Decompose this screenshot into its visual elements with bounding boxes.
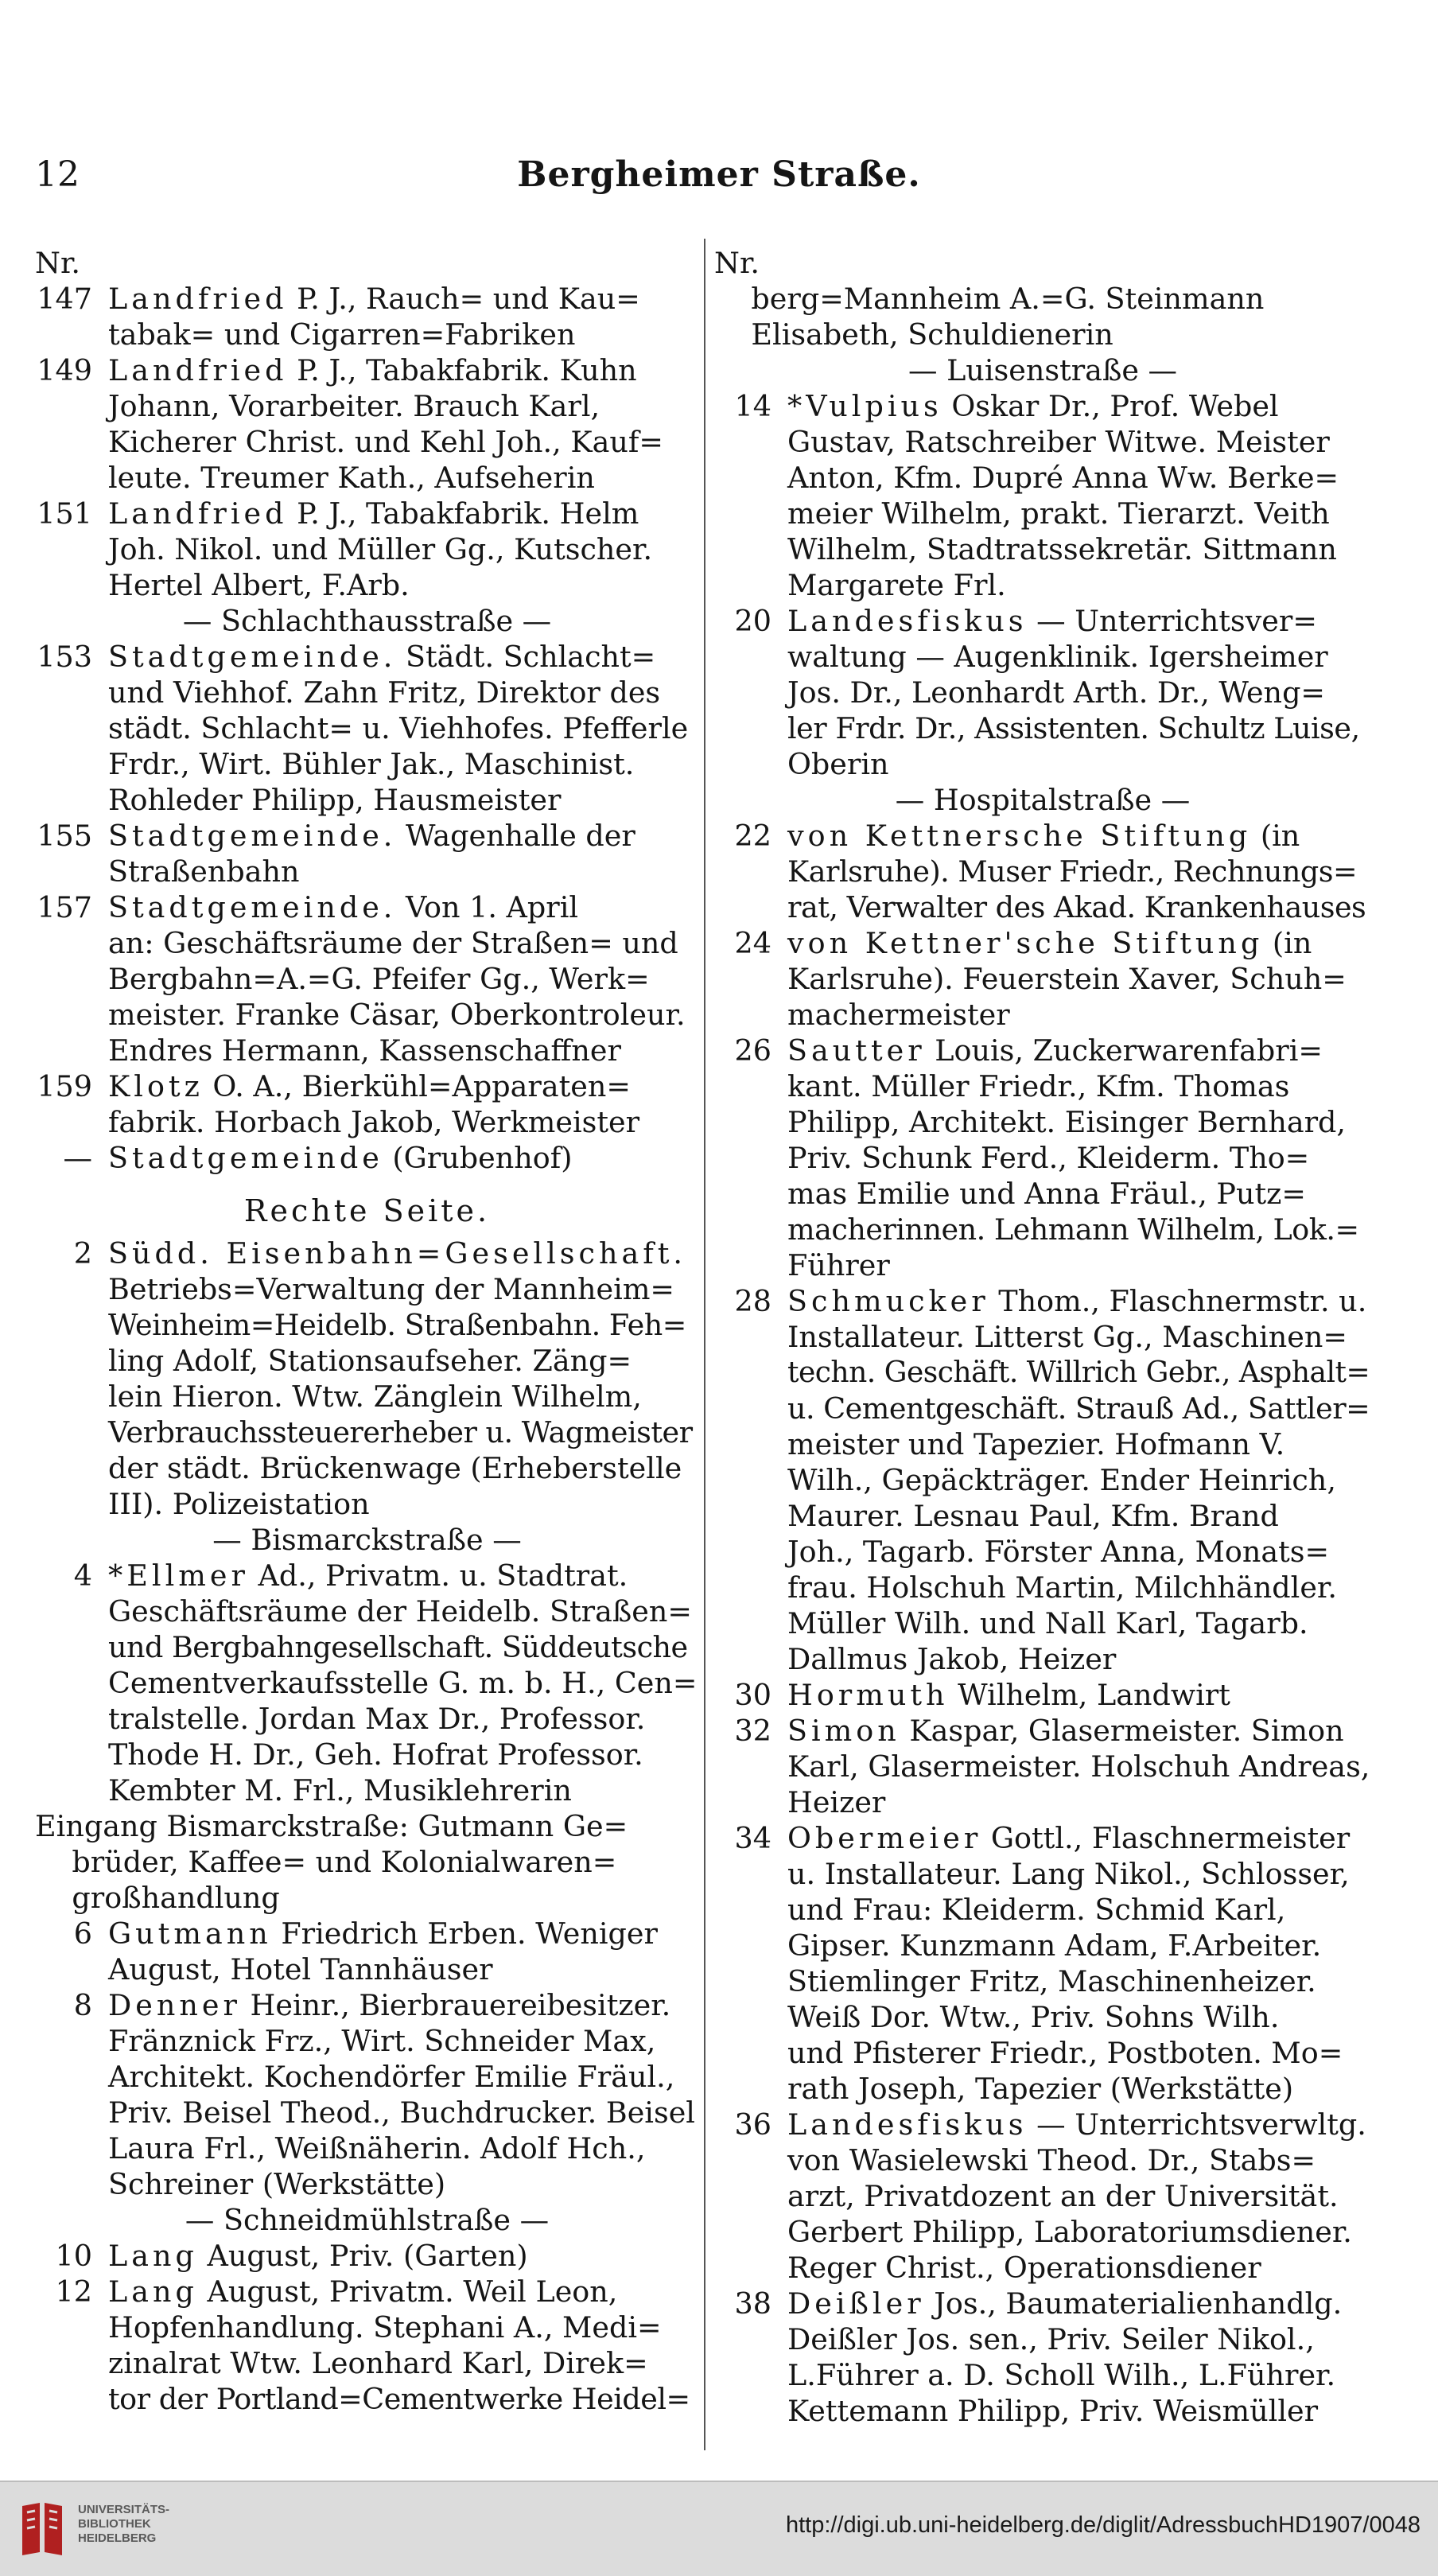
street-crossing-heading: — Luisenstraße — [907,353,1178,387]
entry-line: ling Adolf, Stationsaufseher. Zäng= [108,1344,632,1378]
entry-line: Architekt. Kochendörfer Emilie Fräul., [108,2060,675,2094]
entry-line: Maurer. Lesnau Paul, Kfm. Brand [787,1499,1279,1533]
address-entry [35,496,699,603]
house-number: 22 [734,819,771,853]
house-number: 153 [37,640,92,674]
entry-line: der städt. Brückenwage (Erheberstelle [108,1451,682,1485]
logo-line: UNIVERSITÄTS- [78,2503,170,2516]
address-entry [35,1235,699,1522]
entry-line: *Vulpius Oskar Dr., Prof. Webel [787,389,1279,423]
address-entry [714,1283,1371,1677]
entry-line: Heizer [787,1785,886,1819]
entry-line: Denner Heinr., Bierbrauereibesitzer. [108,1988,671,2022]
entry-line: Thode H. Dr., Geh. Hofrat Professor. [108,1737,643,1772]
entry-line: tralstelle. Jordan Max Dr., Professor. [108,1702,646,1736]
entry-line: lein Hieron. Wtw. Zänglein Wilhelm, [108,1379,642,1414]
library-logo-text [78,2503,169,2546]
owner-name: Lang [108,2239,198,2273]
house-number: 4 [73,1558,92,1593]
entry-line: rath Joseph, Tapezier (Werkstätte) [787,2072,1294,2106]
entry-line: meister und Tapezier. Hofmann V. [787,1427,1285,1461]
entry-line: fabrik. Horbach Jakob, Werkmeister [108,1105,640,1139]
entry-line: Verbrauchssteuererheber u. Wagmeister [108,1415,693,1449]
entry-line: Gerbert Philipp, Laboratoriumsdiener. [787,2215,1352,2249]
owner-name: Südd. Eisenbahn=Gesellschaft. [108,1236,686,1270]
entry-line: waltung — Augenklinik. Igersheimer [787,640,1328,674]
entry-line: Joh. Nikol. und Müller Gg., Kutscher. [108,532,653,566]
address-entry [35,2238,699,2274]
address-entry [714,818,1371,925]
logo-line: BIBLIOTHEK [78,2517,151,2531]
house-number: 149 [37,353,92,387]
house-number: 155 [37,819,92,853]
footer-bar [0,2481,1438,2576]
entry-line: Installateur. Litterst Gg., Maschinen= [787,1320,1347,1354]
owner-name: Landesfiskus [787,604,1028,638]
entry-line: Weiß Dor. Wtw., Priv. Sohns Wilh. [787,2000,1280,2034]
house-number: 10 [55,2239,92,2273]
entry-line: berg=Mannheim A.=G. Steinmann [714,282,1265,316]
owner-name: Sautter [787,1033,926,1068]
entry-line: Dallmus Jakob, Heizer [787,1642,1117,1676]
owner-name: Obermeier [787,1821,982,1855]
entry-line: Priv. Beisel Theod., Buchdrucker. Beisel [108,2095,695,2130]
address-entry [35,2274,699,2417]
owner-name: Landesfiskus [787,2107,1028,2142]
house-number: 30 [734,1678,771,1712]
owner-name: Schmucker [787,1284,989,1318]
entry-line: tabak= und Cigarren=Fabriken [108,317,576,352]
address-entry [35,281,699,352]
address-entry [35,818,699,889]
entry-line: Stadtgemeinde. Wagenhalle der [108,819,635,853]
entry-line: von Kettner'sche Stiftung (in [787,926,1312,960]
entry-line: Cementverkaufsstelle G. m. b. H., Cen= [108,1666,698,1700]
address-entry [35,1558,699,1808]
entry-line: Lang August, Priv. (Garten) [108,2239,528,2273]
house-number: 12 [55,2274,92,2309]
entry-line: und Frau: Kleiderm. Schmid Karl, [787,1893,1286,1927]
entry-line: Wilhelm, Stadtratssekretär. Sittmann [787,532,1337,566]
house-number: 159 [37,1069,92,1103]
entry-line: Elisabeth, Schuldienerin [714,317,1113,352]
entry-line: Joh., Tagarb. Förster Anna, Monats= [787,1535,1330,1569]
address-entry [35,352,699,496]
entry-line: Stadtgemeinde. Von 1. April [108,890,579,924]
entry-line: Karlsruhe). Feuerstein Xaver, Schuh= [787,962,1347,996]
entry-line: Fränznick Frz., Wirt. Schneider Max, [108,2024,656,2058]
street-crossing-heading: — Schneidmühlstraße — [185,2203,550,2237]
entry-line: rat, Verwalter des Akad. Krankenhauses [787,890,1366,924]
owner-name: Landfried [108,496,288,531]
entry-line: Landesfiskus — Unterrichtsver= [787,604,1317,638]
owner-name: Landfried [108,353,288,387]
entry-line: meier Wilhelm, prakt. Tierarzt. Veith [787,496,1330,531]
entry-line: Klotz O. A., Bierkühl=Apparaten= [108,1069,631,1103]
entry-line: Deißler Jos. sen., Priv. Seiler Nikol., [787,2322,1315,2356]
entry-line: Weinheim=Heidelb. Straßenbahn. Feh= [108,1308,686,1342]
university-logo-icon [17,2500,67,2557]
page-header [0,151,1438,207]
street-crossing-heading: — Schlachthausstraße — [182,604,552,638]
address-entry [35,639,699,818]
owner-name: Stadtgemeinde. [108,640,397,674]
entry-line: Karlsruhe). Muser Friedr., Rechnungs= [787,854,1358,889]
house-number: 36 [734,2107,771,2142]
entry-line: städt. Schlacht= u. Viehhofes. Pfefferle [108,711,689,745]
address-entry [714,925,1371,1033]
entry-line: an: Geschäftsräume der Straßen= und [108,926,678,960]
right-column [714,245,1371,2441]
house-number: 38 [734,2286,771,2321]
address-entry [35,1140,699,1176]
entry-line: brüder, Kaffee= und Kolonialwaren= [35,1845,617,1879]
address-entry [714,1820,1371,2107]
house-number: 157 [37,890,92,924]
owner-name: Stadtgemeinde. [108,890,397,924]
entry-line: *Ellmer Ad., Privatm. u. Stadtrat. [108,1558,628,1593]
entry-continuation [714,281,1371,352]
entry-line: arzt, Privatdozent an der Universität. [787,2179,1339,2213]
entry-line: Gustav, Ratschreiber Witwe. Meister [787,425,1330,459]
address-entry [714,1033,1371,1283]
entry-line: Simon Kaspar, Glasermeister. Simon [787,1714,1344,1748]
entry-line: Endres Hermann, Kassenschaffner [108,1033,621,1068]
number-column-label: Nr. [714,246,760,280]
entry-line: Landfried P. J., Tabakfabrik. Helm [108,496,639,531]
entry-line: Lang August, Privatm. Weil Leon, [108,2274,618,2309]
owner-name: Lang [108,2274,198,2309]
entry-line: Stadtgemeinde (Grubenhof) [108,1141,573,1175]
entry-continuation [35,1808,699,1916]
owner-name: *Ellmer [108,1558,249,1593]
entry-line: Führer [787,1248,890,1282]
entry-line: Frdr., Wirt. Bühler Jak., Maschinist. [108,747,635,781]
owner-name: Simon [787,1714,900,1748]
address-entry [714,2286,1371,2429]
entry-line: von Wasielewski Theod. Dr., Stabs= [787,2143,1316,2177]
entry-line: Landfried P. J., Tabakfabrik. Kuhn [108,353,637,387]
house-number: 147 [37,282,92,316]
owner-name: *Vulpius [787,389,942,423]
address-entry [714,1677,1371,1713]
entry-line: Landesfiskus — Unterrichtsverwltg. [787,2107,1366,2142]
entry-line: von Kettnersche Stiftung (in [787,819,1300,853]
house-number: 20 [734,604,771,638]
address-entry [35,1916,699,1987]
entry-line: u. Cementgeschäft. Strauß Ad., Sattler= [787,1391,1370,1426]
entry-line: Hopfenhandlung. Stephani A., Medi= [108,2310,662,2344]
house-number: 32 [734,1714,771,1748]
logo-line: HEIDELBERG [78,2531,157,2545]
entry-line: Sautter Louis, Zuckerwarenfabri= [787,1033,1323,1068]
entry-line: Priv. Schunk Ferd., Kleiderm. Tho= [787,1141,1310,1175]
entry-line: Gipser. Kunzmann Adam, F.Arbeiter. [787,1928,1322,1963]
address-entry [714,603,1371,782]
entry-line: August, Hotel Tannhäuser [108,1952,493,1986]
entry-line: und Pfisterer Friedr., Postboten. Mo= [787,2036,1343,2070]
entry-line: kant. Müller Friedr., Kfm. Thomas [787,1069,1290,1103]
entry-line: und Viehhof. Zahn Fritz, Direktor des [108,675,661,710]
house-number: 24 [734,926,771,960]
address-entry [714,2107,1371,2286]
entry-line: Wilh., Gepäckträger. Ender Heinrich, [787,1463,1336,1497]
entry-line: Schmucker Thom., Flaschnermstr. u. [787,1284,1367,1318]
entry-line: techn. Geschäft. Willrich Gebr., Asphalt= [787,1356,1370,1389]
source-url-link[interactable]: http://digi.ub.uni-heidelberg.de/diglit/AdressbuchHD1907/0048 [785,2512,1421,2538]
house-number: 151 [37,496,92,531]
address-entry [714,1713,1371,1820]
entry-line: Geschäftsräume der Heidelb. Straßen= [108,1594,692,1628]
house-number: 6 [73,1916,92,1951]
entry-line: Gutmann Friedrich Erben. Weniger [108,1916,658,1951]
entry-line: frau. Holschuh Martin, Milchhändler. [787,1570,1337,1605]
entry-line: Laura Frl., Weißnäherin. Adolf Hch., [108,2131,646,2165]
entry-line: zinalrat Wtw. Leonhard Karl, Direk= [108,2346,648,2380]
entry-line: Kettemann Philipp, Priv. Weismüller [787,2394,1319,2428]
entry-line: Jos. Dr., Leonhardt Arth. Dr., Weng= [787,675,1326,710]
section-heading: Rechte Seite. [243,1193,491,1228]
entry-line: Müller Wilh. und Nall Karl, Tagarb. [787,1606,1308,1640]
entry-line: Stiemlinger Fritz, Maschinenheizer. [787,1964,1316,1998]
entry-line: Philipp, Architekt. Eisinger Bernhard, [787,1105,1347,1139]
entry-line: L.Führer a. D. Scholl Wilh., L.Führer. [787,2358,1336,2392]
entry-line: Stadtgemeinde. Städt. Schlacht= [108,640,656,674]
owner-name: von Kettner'sche Stiftung [787,926,1264,960]
entry-line: ler Frdr. Dr., Assistenten. Schultz Luise, [787,711,1360,745]
address-entry [35,1068,699,1140]
address-entry [35,1987,699,2202]
entry-line: Straßenbahn [108,854,300,889]
street-crossing-heading: — Hospitalstraße — [895,783,1191,817]
owner-name: Klotz [108,1069,204,1103]
entry-line: Eingang Bismarckstraße: Gutmann Ge= [35,1809,628,1843]
owner-name: Denner [108,1988,241,2022]
house-number: 26 [734,1033,771,1068]
entry-line: Schreiner (Werkstätte) [108,2167,446,2201]
owner-name: Landfried [108,282,288,316]
page-number: 12 [35,154,80,195]
entry-line: u. Installateur. Lang Nikol., Schlosser, [787,1857,1350,1891]
entry-line: macherinnen. Lehmann Wilhelm, Lok.= [787,1212,1359,1247]
entry-line: Rohleder Philipp, Hausmeister [108,783,562,817]
entry-line: mas Emilie und Anna Fräul., Putz= [787,1177,1306,1211]
entry-line: machermeister [787,998,1010,1032]
house-number: 14 [734,389,771,423]
house-number: 8 [73,1988,92,2022]
owner-name: Hormuth [787,1678,949,1712]
address-entry [35,889,699,1068]
street-crossing-heading: — Bismarckstraße — [212,1523,522,1557]
entry-line: und Bergbahngesellschaft. Süddeutsche [108,1630,688,1664]
entry-line: tor der Portland=Cementwerke Heidel= [108,2382,690,2416]
entry-line: Obermeier Gottl., Flaschnermeister [787,1821,1351,1855]
owner-name: Stadtgemeinde [108,1141,383,1175]
entry-line: großhandlung [35,1881,280,1915]
entry-line: leute. Treumer Kath., Aufseherin [108,461,595,495]
page-title: Bergheimer Straße. [517,154,921,195]
column-divider [704,239,705,2450]
entry-line: Hormuth Wilhelm, Landwirt [787,1678,1230,1712]
entry-line: Kembter M. Frl., Musiklehrerin [108,1773,572,1807]
entry-line: Hertel Albert, F.Arb. [108,568,410,602]
owner-name: Gutmann [108,1916,272,1951]
entry-line: Kicherer Christ. und Kehl Joh., Kauf= [108,425,663,459]
entry-line: Anton, Kfm. Dupré Anna Ww. Berke= [787,461,1339,495]
entry-line: Oberin [787,747,889,781]
owner-name: Deißler [787,2286,925,2321]
house-number: 34 [734,1821,771,1855]
entry-line: Bergbahn=A.=G. Pfeifer Gg., Werk= [108,962,650,996]
left-column [35,245,699,2441]
entry-line: Margarete Frl. [787,568,1006,602]
entry-line: Landfried P. J., Rauch= und Kau= [108,282,640,316]
entry-line: Deißler Jos., Baumaterialienhandlg. [787,2286,1343,2321]
entry-line [108,1235,699,1271]
entry-line: Karl, Glasermeister. Holschuh Andreas, [787,1749,1370,1784]
house-number: 28 [734,1284,771,1318]
owner-name: von Kettnersche Stiftung [787,819,1252,853]
house-number: — [63,1141,92,1175]
entry-line: Betriebs=Verwaltung der Mannheim= [108,1272,675,1306]
entry-line: Reger Christ., Operationsdiener [787,2251,1261,2285]
owner-name: Stadtgemeinde. [108,819,397,853]
entry-line: III). Polizeistation [108,1487,370,1521]
entry-line: meister. Franke Cäsar, Oberkontroleur. [108,998,686,1032]
number-column-label: Nr. [35,246,80,280]
entry-line: Johann, Vorarbeiter. Brauch Karl, [108,389,600,423]
address-entry [714,388,1371,603]
house-number: 2 [73,1236,92,1270]
